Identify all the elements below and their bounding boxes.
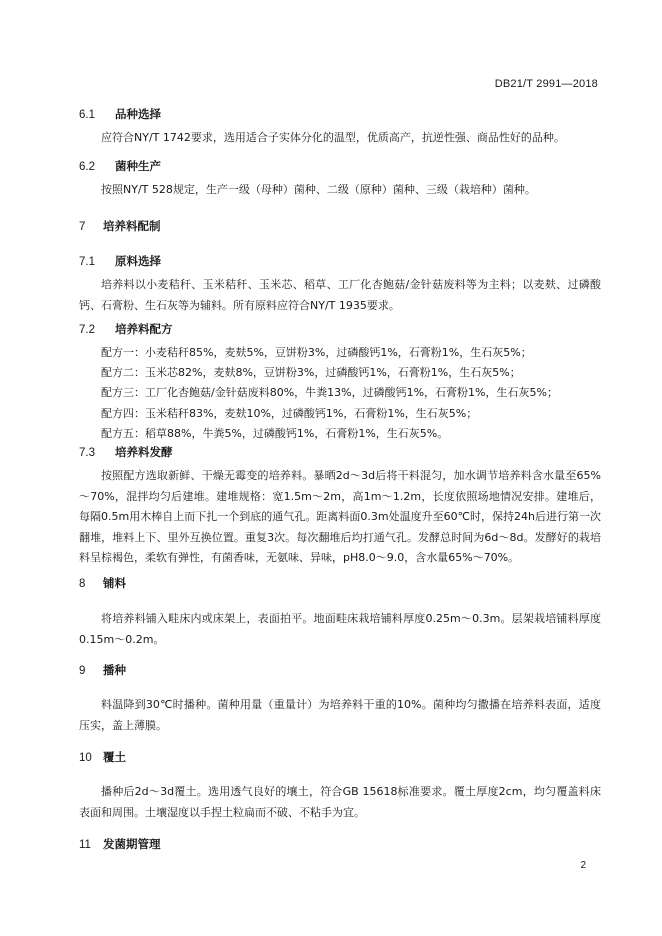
heading-number: 10 [79,752,92,764]
formula-item: 配方四：玉米秸秆83%，麦麸10%，过磷酸钙1%，石膏粉1%，生石灰5%； [101,406,478,420]
document-code: DB21/T 2991—2018 [494,78,598,90]
heading-7-3 [79,444,173,461]
heading-number: 7.3 [79,447,95,459]
heading-number: 6.1 [79,109,95,121]
heading-title: 发菌期管理 [103,837,161,851]
heading-title: 品种选择 [115,107,161,121]
heading-number: 7 [79,221,86,233]
heading-title: 原料选择 [115,254,161,268]
heading-6-2 [79,158,161,175]
heading-number: 8 [79,578,86,590]
formula-list [101,343,601,444]
heading-10 [79,749,126,766]
heading-11 [79,836,161,853]
paragraph-7-1: 培养料以小麦秸秆、玉米秸秆、玉米芯、稻草、工厂化杏鲍菇/金针菇废料等为主料；以麦麸、过磷酸钙、石膏粉、生石灰等为辅料。所有原料应符合NY/T 1935要求。 [79,278,601,312]
heading-7 [79,218,161,235]
paragraph-6-1: 应符合NY/T 1742要求，选用适合子实体分化的温型，优质高产，抗逆性强、商品性好的品种。 [101,131,565,144]
paragraph-9: 料温降到30℃时播种。菌种用量（重量计）为培养料干重的10%。菌种均匀撒播在培养料表面，适度压实，盖上薄膜。 [79,698,601,732]
heading-title: 培养料配方 [115,322,173,336]
heading-title: 菌种生产 [115,159,161,173]
heading-number: 7.2 [79,324,95,336]
heading-title: 培养料配制 [103,219,161,233]
heading-title: 铺料 [103,576,126,590]
heading-title: 培养料发酵 [115,445,173,459]
heading-number: 6.2 [79,161,95,173]
formula-item: 配方五：稻草88%，牛粪5%，过磷酸钙1%，石膏粉1%，生石灰5%。 [101,426,449,440]
paragraph-8: 将培养料铺入畦床内或床架上，表面拍平。地面畦床栽培铺料厚度0.25m～0.3m。层架栽培铺料厚度0.15m～0.2m。 [79,612,601,646]
heading-title: 播种 [103,663,126,677]
formula-item: 配方三：工厂化杏鲍菇/金针菇废料80%，牛粪13%，过磷酸钙1%，石膏粉1%，生石灰5%； [101,386,558,400]
paragraph-10: 播种后2d～3d覆土。选用透气良好的壤土，符合GB 15618标准要求。覆土厚度2cm，均匀覆盖料床表面和周围。土壤湿度以手捏土粒扁而不破、不粘手为宜。 [79,785,601,819]
heading-7-1 [79,253,161,270]
page-number: 2 [580,860,586,871]
heading-6-1 [79,106,161,123]
heading-number: 7.1 [79,256,95,268]
paragraph-6-2: 按照NY/T 528规定，生产一级（母种）菌种、二级（原种）菌种、三级（栽培种）菌种。 [101,183,536,196]
heading-title: 覆土 [103,750,126,764]
heading-number: 9 [79,665,86,677]
heading-8 [79,575,126,592]
heading-9 [79,662,126,679]
paragraph-7-3: 按照配方选取新鲜、干燥无霉变的培养料。暴晒2d～3d后将干料混匀，加水调节培养料含水量至65%～70%，混拌均匀后建堆。建堆规格：宽1.5m～2m，高1m～1.2m，长度依照场地情况安排。建堆后，每隔0.5m用木棒自上而下扎一个到底的通气孔。距离料面0.3m处温度升至60℃时，保持24h后进行第一次翻堆，堆料上下、里外互换位置。重复3次。每次翻堆后均打通气孔。发酵总时间为6d～8d。发酵好的栽培料呈棕褐色，柔软有弹性，有菌香味，无氨味、异味，pH8.0～9.0，含水量65%～70%。 [79,469,601,564]
formula-item: 配方二：玉米芯82%，麦麸8%，豆饼粉3%，过磷酸钙1%，石膏粉1%，生石灰5%； [101,366,521,380]
heading-7-2 [79,321,173,338]
formula-item: 配方一：小麦秸秆85%，麦麸5%，豆饼粉3%，过磷酸钙1%，石膏粉1%，生石灰5%； [101,346,532,359]
heading-number: 11 [79,839,91,851]
